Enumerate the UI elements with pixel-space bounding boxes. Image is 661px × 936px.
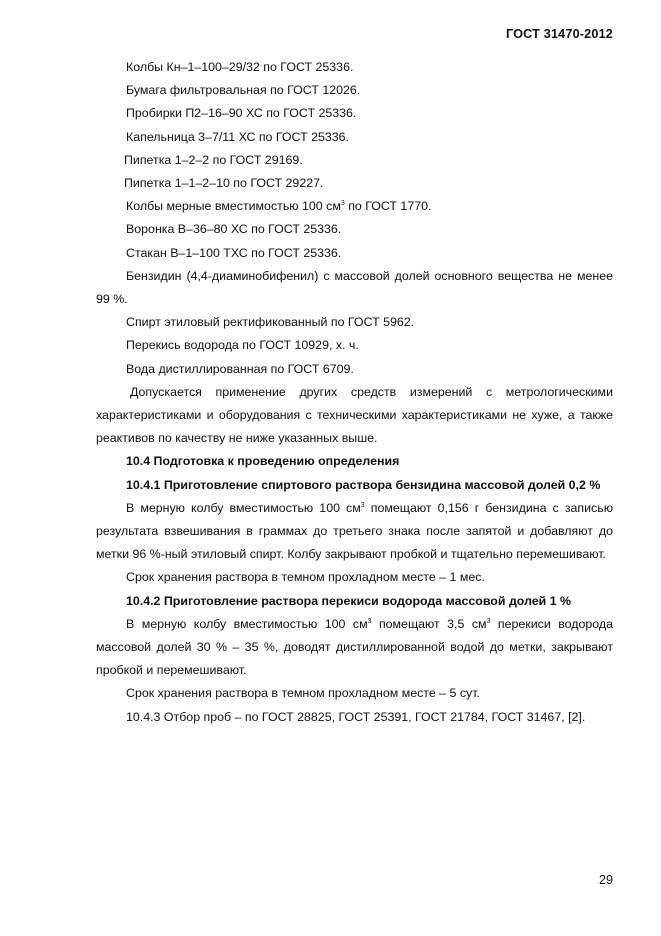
section-heading-10-4-2: 10.4.2 Приготовление раствора перекиси водорода массовой долей 1 %	[126, 593, 572, 608]
document-standard-header: ГОСТ 31470-2012	[506, 27, 613, 41]
storage-note-1: Срок хранения раствора в темном прохладном месте – 1 мес.	[126, 570, 485, 585]
paragraph-text-end: помещают 0,156 г бензидина с записью результата взвешивания в граммах до третьего знака после запятой и добавляют до метки 96 %-ный этиловый спирт. Колбу закрывают пробкой и тщательно перемешивают.	[96, 500, 613, 562]
paragraph-text-end: перекиси водорода массовой долей 30 % – 35 %, доводят дистиллированной водой до метки, закрывают пробкой и перемешивают.	[96, 616, 614, 678]
list-item-flasks	[96, 195, 613, 218]
document-body	[96, 56, 613, 729]
section-heading-10-4-1: 10.4.1 Приготовление спиртового раствора бензидина массовой долей 0,2 %	[126, 477, 601, 492]
section-10-4-3: 10.4.3 Отбор проб – по ГОСТ 28825, ГОСТ 25391, ГОСТ 21784, ГОСТ 31467, [2].	[126, 709, 586, 724]
section-heading-10-4: 10.4 Подготовка к проведению определения	[126, 454, 400, 469]
list-item: Вода дистиллированная по ГОСТ 6709.	[126, 361, 354, 376]
list-item: Колбы Кн–1–100–29/32 по ГОСТ 25336.	[126, 60, 354, 74]
allowed-paragraph: Допускается применение других средств измерений с метрологическими характеристиками и оборудования с техническими характеристиками не хуже, а также реактивов по качеству не ниже указанных выше.	[96, 384, 613, 446]
paragraph-text: В мерную колбу вместимостью 100 см	[126, 616, 368, 631]
flasks-text: Колбы мерные вместимостью 100 см	[126, 199, 341, 214]
list-item: Стакан В–1–100 ТХС по ГОСТ 25336.	[126, 245, 342, 260]
superscript: 3	[340, 200, 345, 208]
list-item: Воронка В–36–80 ХС по ГОСТ 25336.	[126, 222, 342, 237]
superscript: 3	[367, 617, 372, 625]
list-item: Бумага фильтровальная по ГОСТ 12026.	[126, 83, 361, 98]
flasks-text-end: по ГОСТ 1770.	[344, 199, 432, 214]
list-item: Перекись водорода по ГОСТ 10929, х. ч.	[126, 338, 359, 353]
list-item: Спирт этиловый ректификованный по ГОСТ 5962.	[126, 315, 415, 330]
superscript: 3	[360, 501, 365, 509]
list-item: Пипетка 1–1–2–10 по ГОСТ 29227.	[124, 176, 324, 191]
paragraph-10-4-2	[96, 613, 613, 683]
page-number: 29	[598, 873, 613, 887]
superscript: 3	[486, 617, 491, 625]
paragraph-10-4-1	[96, 497, 613, 567]
paragraph-text-middle: помещают 3,5 см	[371, 616, 487, 631]
list-item: Пробирки П2–16–90 ХС по ГОСТ 25336.	[126, 106, 357, 121]
list-item: Капельница 3–7/11 ХС по ГОСТ 25336.	[126, 129, 349, 144]
list-item: Пипетка 1–2–2 по ГОСТ 29169.	[124, 152, 303, 167]
benzidine-paragraph: Бензидин (4,4-диаминобифенил) с массовой долей основного вещества не менее 99 %.	[96, 268, 613, 307]
paragraph-text: В мерную колбу вместимостью 100 см	[126, 500, 361, 515]
storage-note-2: Срок хранения раствора в темном прохладном месте – 5 сут.	[126, 686, 480, 701]
